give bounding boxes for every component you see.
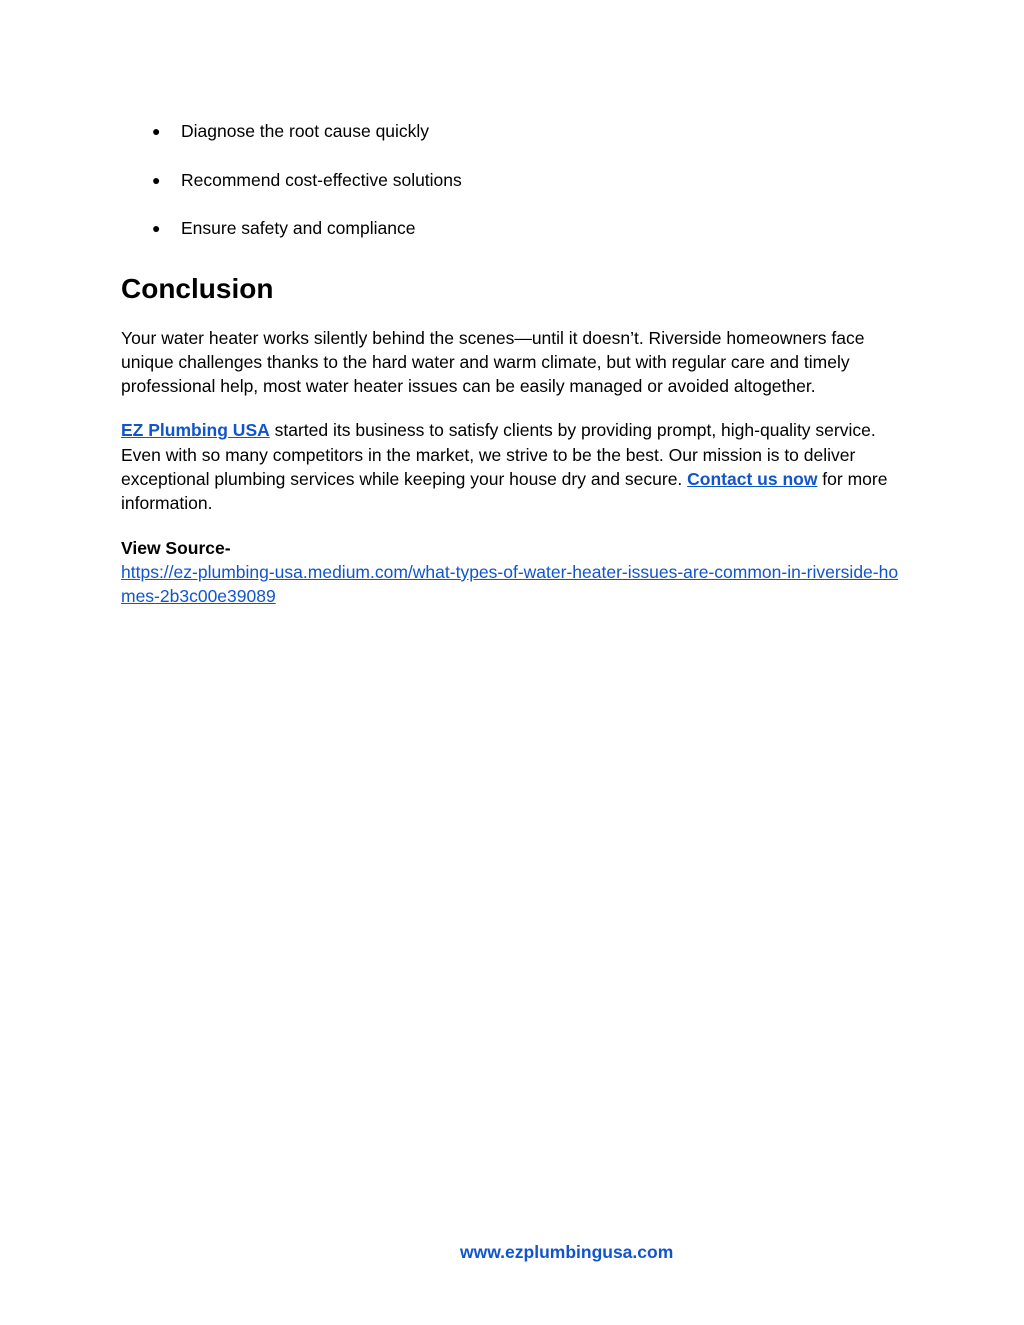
source-url-link[interactable]: https://ez-plumbing-usa.medium.com/what-types-of-water-heater-issues-are-common-in-riverside-homes-2b3c00e39089	[121, 561, 899, 607]
company-link[interactable]: EZ Plumbing USA	[121, 420, 270, 441]
bullet-text: Recommend cost-effective solutions	[181, 169, 462, 190]
bullet-icon: ●	[152, 220, 161, 236]
list-item	[121, 212, 911, 261]
bullet-icon: ●	[152, 123, 161, 139]
conclusion-paragraph: Your water heater works silently behind the scenes—until it doesn’t. Riverside homeowners face unique challenges thanks to the hard water and warm climate, but with regular care and timely professional help, most water heater issues can be easily managed or avoided altogether.	[121, 327, 865, 397]
company-text: started its business to satisfy clients by providing prompt, high-quality service. Even with so many competitors in the market, we strive to be the best. Our mission is to deliver exceptional plumbing services while keeping your house dry and secure.	[121, 420, 876, 489]
list-item	[121, 164, 911, 213]
company-paragraph	[121, 418, 911, 515]
contact-us-link[interactable]: Contact us now	[687, 468, 818, 489]
source-label: View Source-	[121, 537, 231, 558]
bullet-icon: ●	[152, 171, 161, 188]
bullet-text: Diagnose the root cause quickly	[181, 121, 430, 141]
list-item	[121, 115, 911, 164]
footer-website: www.ezplumbingusa.com	[460, 1242, 674, 1262]
bullet-list	[121, 115, 911, 261]
bullet-text: Ensure safety and compliance	[181, 218, 416, 238]
conclusion-heading: Conclusion	[121, 272, 274, 304]
source-block	[121, 536, 911, 609]
page-content	[121, 115, 911, 608]
more-info-text: for more information.	[121, 468, 888, 514]
